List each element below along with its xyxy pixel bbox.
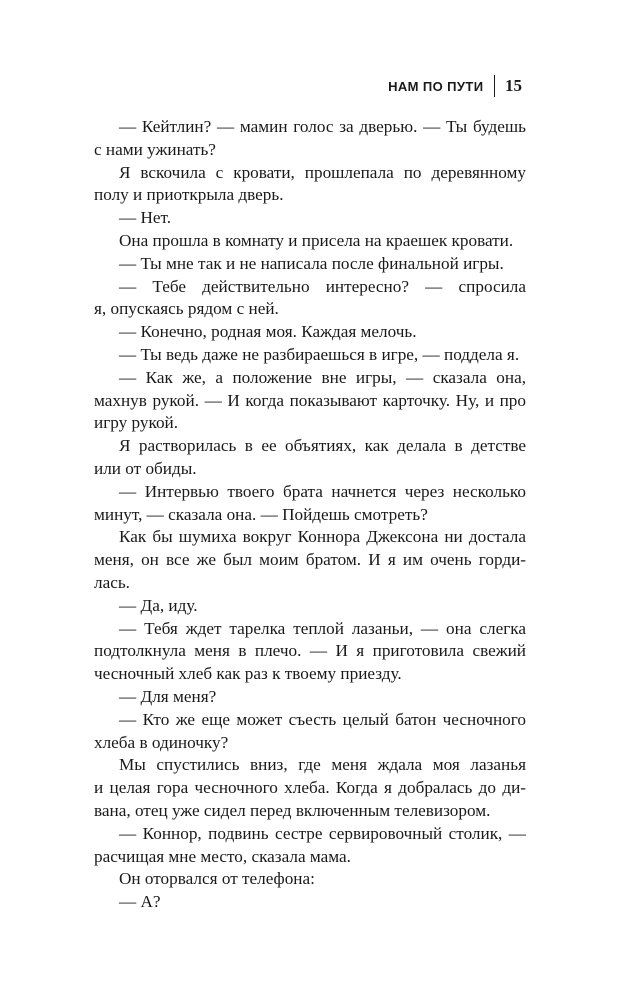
text-line: расчищая мне место, сказала мама.	[94, 846, 351, 866]
text-line: Мы спустились вниз, где меня ждала моя лазанья	[119, 755, 526, 775]
text-line: — Ты мне так и не написала после финальной игры.	[119, 253, 504, 273]
text-line: лась.	[94, 572, 130, 592]
text-line: — Нет.	[119, 208, 172, 228]
text-line: или от обиды.	[94, 458, 197, 478]
text-line: Я вскочила с кровати, прошлепала по деревянному	[119, 162, 526, 182]
running-head-divider	[494, 75, 496, 97]
text-line: — Кейтлин? — мамин голос за дверью. — Ты будешь	[119, 117, 526, 136]
text-line: я, опускаясь рядом с ней.	[94, 299, 279, 319]
text-line: — Как же, а положение вне игры, — сказала она,	[119, 367, 526, 387]
text-line: вана, отец уже сидел перед включенным телевизором.	[94, 800, 491, 820]
text-line: — Для меня?	[119, 686, 217, 706]
text-line: Он оторвался от телефона:	[119, 869, 315, 889]
text-line: Как бы шумиха вокруг Коннора Джексона ни достала	[119, 527, 526, 547]
text-line: с нами ужинать?	[94, 139, 216, 159]
text-line: — Интервью твоего брата начнется через несколько	[119, 481, 526, 501]
text-line: Я растворилась в ее объятиях, как делала в детстве	[119, 436, 526, 456]
text-line: и целая гора чесночного хлеба. Когда я добралась до ди-	[94, 778, 526, 798]
text-line: хлеба в одиночку?	[94, 732, 229, 752]
text-line: — Кто же еще может съесть целый батон чесночного	[119, 709, 526, 729]
text-line: подтолкнула меня в плечо. — И я приготовила свежий	[94, 641, 526, 661]
body-text	[94, 116, 526, 914]
text-line: Она прошла в комнату и присела на краешек кровати.	[119, 230, 514, 250]
text-line: игру рукой.	[94, 413, 179, 433]
text-line: меня, он все же был моим братом. И я им очень горди-	[94, 550, 526, 570]
text-line: — Тебя ждет тарелка теплой лазаньи, — она слегка	[119, 618, 526, 638]
text-line: — Тебе действительно интересно? — спросила	[119, 276, 526, 296]
text-line: — Конечно, родная моя. Каждая мелочь.	[119, 322, 417, 342]
running-head-title: НАМ ПО ПУТИ	[388, 78, 484, 94]
text-line: — А?	[119, 892, 161, 912]
text-line: полу и приоткрыла дверь.	[94, 185, 284, 205]
text-line: — Ты ведь даже не разбираешься в игре, — поддела я.	[119, 344, 520, 364]
text-line: махнув рукой. — И когда показывают карточку. Ну, и про	[94, 390, 526, 410]
running-head	[388, 75, 522, 97]
text-line: — Да, иду.	[119, 595, 198, 615]
text-line: — Коннор, подвинь сестре сервировочный столик, —	[119, 823, 526, 843]
page-number: 15	[505, 76, 522, 95]
text-line: чесночный хлеб как раз к твоему приезду.	[94, 664, 402, 684]
text-line: минут, — сказала она. — Пойдешь смотреть?	[94, 504, 428, 524]
